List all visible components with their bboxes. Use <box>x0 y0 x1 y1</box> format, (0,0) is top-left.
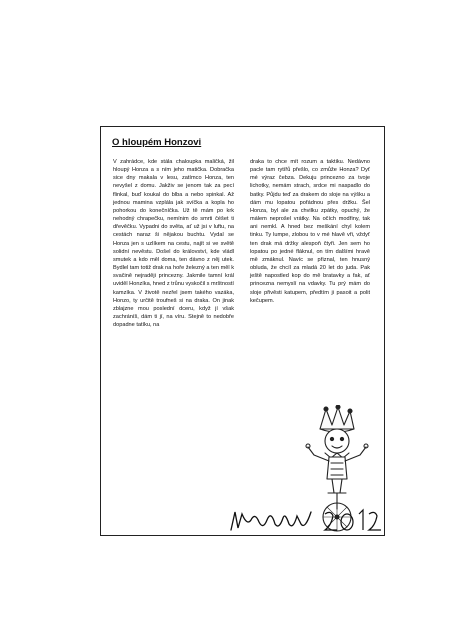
story-text-right-column: draka to chce mít rozum a taktiku. Nedávno pacle tam rytířů přešlo, co zmůže Honza? Dyť mé výraz čebza. Dekuju princezno za tvoje lichotky, nemám strach, srdce mi naspadlo do batky. Půjdu teď za drakem do sloje na výšku a dám mu lopatou pořádnou přes držku. Šel Honza, byl ale za chvilku zpátky, opuchý, že málem neprošel vrátky. Na očích modřiny, tak ani nemkl. A hned bez meškání chyl kolem tinku. Ty lumpe, zlobou to v mé hlavě vři, vždyť ten drak má držky alespoň čtyři. Jen sem ho lopatou po jedné fláknul, on tím dalšími hravě mě zmáknul. Navíc se přiznal, ten hnusný obluda, že chcíl za mladá 20 let do juda. Pak ještě napostled kop do mě bratavky a fak, ať princezna nemyslí na vdavky. Tu prý mám do sloje přivěsti katupem, předtím ji pasoit a polit kečupem. <box>250 159 370 304</box>
story-text-left-column: V zahrádce, kde stála chaloupka maličká, žil hloupý Honza a s ním jeho matička. Dobračka sice dny makala v lesu, zatímco Honza, ten nevyšel z domu. Jakživ se jenom tak za pecí flinkal, buď koukal do blba a nebo spinkal. Až jednou mamina vzplála jak svíčka a kopla ho pohorkou do konečníčka. Už tě mám po krk nehodný chrapečku, nemínim do smrti čéšet ti dřevěčku. Vypadni do světa, ať už jsi v luftu, na cestách naraz ši nějakou buchtu. Vydal se Honza jen s uzlíkem na cestu, najít si ve světě solidní nevěstu. Došel do království, kde vládl smutek a kdo měl doma, ten dávno z něj utek. Bydlel tam totiž drak na hoře železný a ten měl k svačině nejraději princezny. Jakmile tamní král uviděl Honzíka, hned z trůnu vyskočil s mrštností kamzíka. V životě nezřel jsem takého vazáka, Honzo, ty určitě troufneš si na draka. On jinak zblajzne mou poslední dceru, když jí však zachráníš, dám ti jí, na víru. Stejně to nedobře dopadne tatíku, na <box>113 159 234 329</box>
document-title: O hloupém Honzovi <box>112 137 202 148</box>
signature-area <box>225 500 385 545</box>
handwritten-signature <box>225 500 385 540</box>
